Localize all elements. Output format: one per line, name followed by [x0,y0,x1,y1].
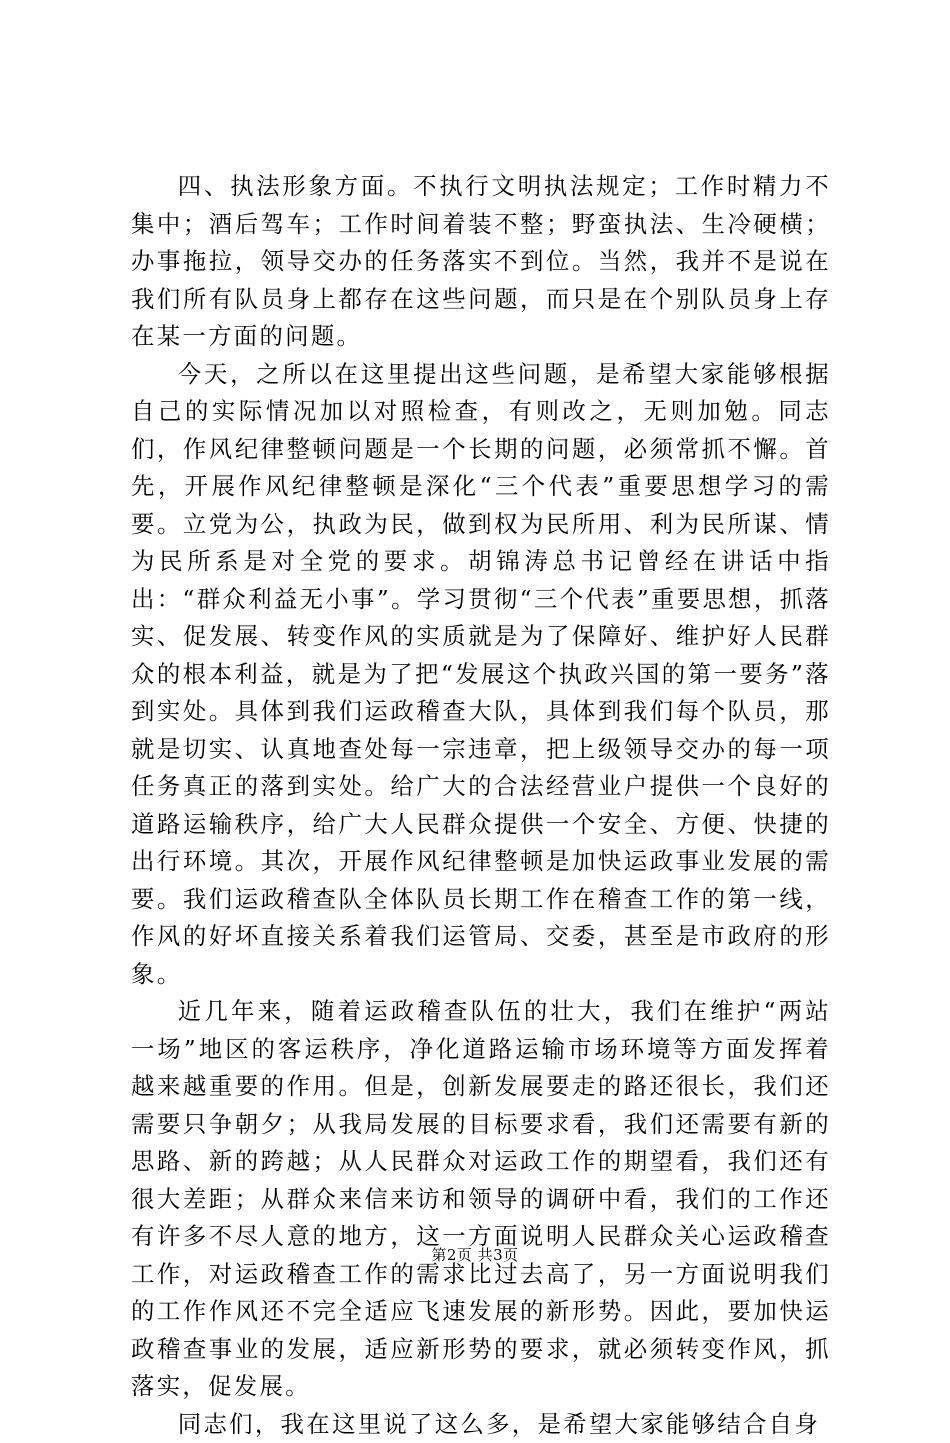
paragraph-law-enforcement-image: 四、执法形象方面。不执行文明执法规定；工作时精力不集中；酒后驾车；工作时间着装不整；野蛮执法、生冷硬横；办事拖拉，领导交办的任务落实不到位。当然，我并不是说在我们所有队员身上都存在这些问题，而只是在个别队员身上存在某一方面的问题。 [131,168,831,356]
paragraph-closing: 同志们，我在这里说了这么多，是希望大家能够结合自身 [131,1406,831,1443]
page-number-footer: 第2页 共3页 [0,1245,950,1265]
paragraph-rectification-need: 今天，之所以在这里提出这些问题，是希望大家能够根据自己的实际情况加以对照检查，有则改之，无则加勉。同志们，作风纪律整顿问题是一个长期的问题，必须常抓不懈。首先，开展作风纪律整顿是深化“三个代表”重要思想学习的需要。立党为公，执政为民，做到权为民所用、利为民所谋、情为民所系是对全党的要求。胡锦涛总书记曾经在讲话中指出：“群众利益无小事”。学习贯彻“三个代表”重要思想，抓落实、促发展、转变作风的实质就是为了保障好、维护好人民群众的根本利益，就是为了把“发展这个执政兴国的第一要务”落到实处。具体到我们运政稽查大队，具体到我们每个队员，那就是切实、认真地查处每一宗违章，把上级领导交办的每一项任务真正的落到实处。给广大的合法经营业户提供一个良好的道路运输秩序，给广大人民群众提供一个安全、方便、快捷的出行环境。其次，开展作风纪律整顿是加快运政事业发展的需要。我们运政稽查队全体队员长期工作在稽查工作的第一线，作风的好坏直接关系着我们运管局、交委，甚至是市政府的形象。 [131,356,831,994]
paragraph-recent-years: 近几年来，随着运政稽查队伍的壮大，我们在维护“两站一场”地区的客运秩序，净化道路运输市场环境等方面发挥着越来越重要的作用。但是，创新发展要走的路还很长，我们还需要只争朝夕；从我局发展的目标要求看，我们还需要有新的思路、新的跨越；从人民群众对运政工作的期望看，我们还有很大差距；从群众来信来访和领导的调研中看，我们的工作还有许多不尽人意的地方，这一方面说明人民群众关心运政稽查工作，对运政稽查工作的需求比过去高了，另一方面说明我们的工作作风还不完全适应飞速发展的新形势。因此，要加快运政稽查事业的发展，适应新形势的要求，就必须转变作风，抓落实，促发展。 [131,993,831,1406]
